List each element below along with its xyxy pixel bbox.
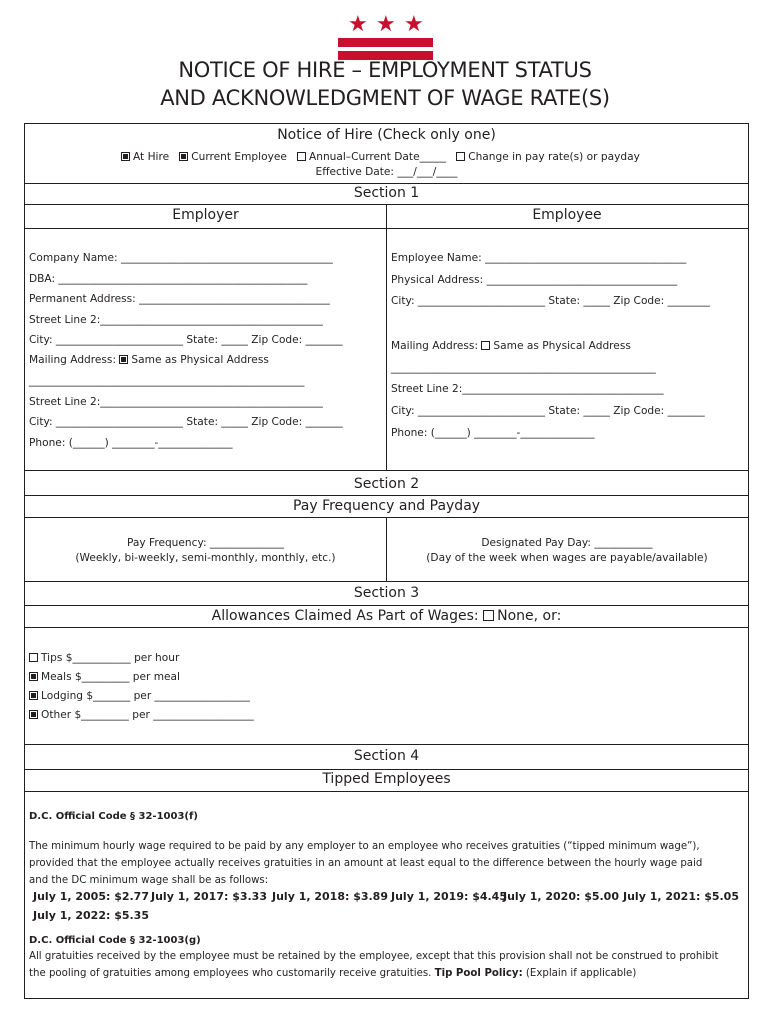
paragraph-line: The minimum hourly wage required to be paid by any employer to an employee who receives gratuities (“tipped minimum wage”),: [29, 841, 700, 852]
lodging-checkbox[interactable]: [29, 691, 38, 700]
meals-row: [29, 671, 180, 683]
rate-2020: July 1, 2020: $5.00: [503, 890, 619, 903]
mailing-address-label: Mailing Address:: [29, 354, 117, 366]
page-title-line1: NOTICE OF HIRE – EMPLOYMENT STATUS: [178, 58, 592, 82]
employer-city2-field[interactable]: City: ________________________ State: _____ Zip Code: _______: [29, 416, 343, 428]
rate-2022: July 1, 2022: $5.35: [33, 909, 149, 922]
section3-label: Section 3: [353, 585, 420, 601]
meals-field[interactable]: Meals $_________ per meal: [41, 671, 180, 683]
star-icon: ★: [376, 12, 396, 37]
at-hire-checkbox[interactable]: [121, 152, 130, 161]
current-employee-checkbox[interactable]: [179, 152, 188, 161]
rate-2021: July 1, 2021: $5.05: [623, 890, 739, 903]
at-hire-label: At Hire: [133, 151, 170, 163]
pay-day-hint: (Day of the week when wages are payable/available): [426, 552, 708, 564]
paragraph-text: the pooling of gratuities among employees who customarily receive gratuities.: [29, 968, 432, 979]
code-section-f: D.C. Official Code § 32-1003(f): [29, 811, 198, 822]
other-checkbox[interactable]: [29, 710, 38, 719]
mailing-address-label: Mailing Address:: [391, 340, 479, 352]
change-pay-label: Change in pay rate(s) or payday: [468, 151, 640, 163]
pay-frequency-field[interactable]: Pay Frequency: ______________: [126, 537, 285, 549]
none-label: None, or:: [497, 608, 562, 624]
section3-heading: Allowances Claimed As Part of Wages:: [211, 608, 479, 624]
employee-city-field[interactable]: City: ________________________ State: _____ Zip Code: ________: [391, 295, 710, 307]
tips-row: [29, 652, 179, 664]
employee-heading: Employee: [532, 207, 602, 223]
physical-address-field[interactable]: Physical Address: ____________________________________: [391, 274, 678, 286]
section1-label: Section 1: [353, 185, 420, 201]
employee-phone-field[interactable]: Phone: (______) ________-______________: [391, 427, 595, 439]
employer-heading: Employer: [172, 207, 239, 223]
employee-city2-field[interactable]: City: ________________________ State: _____ Zip Code: _______: [391, 405, 705, 417]
none-checkbox[interactable]: [483, 610, 494, 621]
employee-mailing-field[interactable]: __________________________________________________: [391, 362, 656, 374]
section2-label: Section 2: [353, 476, 420, 492]
tips-field[interactable]: Tips $___________ per hour: [41, 652, 180, 664]
paragraph-line: All gratuities received by the employee must be retained by the employee, except that this provision shall not be construed to prohibit: [29, 951, 719, 962]
employee-mailing-row: [391, 340, 631, 352]
paragraph-line: and the DC minimum wage shall be as follows:: [29, 875, 269, 886]
meals-checkbox[interactable]: [29, 672, 38, 681]
same-address-label: Same as Physical Address: [131, 354, 269, 366]
paragraph-line: [29, 965, 745, 982]
tip-pool-policy-label: Tip Pool Policy:: [434, 968, 523, 979]
code-section-g: D.C. Official Code § 32-1003(g): [29, 935, 201, 946]
current-employee-label: Current Employee: [191, 151, 287, 163]
dba-field[interactable]: DBA: _______________________________________________: [29, 273, 308, 285]
employer-street2-field[interactable]: Street Line 2:__________________________________________: [29, 396, 323, 408]
annual-checkbox[interactable]: [297, 152, 306, 161]
employee-same-address-checkbox[interactable]: [481, 341, 490, 350]
pay-day-field[interactable]: Designated Pay Day: ___________: [481, 537, 653, 549]
notice-heading: Notice of Hire (Check only one): [277, 127, 496, 143]
employer-same-address-checkbox[interactable]: [119, 355, 128, 364]
same-address-label: Same as Physical Address: [493, 340, 631, 352]
lodging-field[interactable]: Lodging $_______ per __________________: [41, 690, 250, 702]
effective-date-field[interactable]: Effective Date: ___/___/____: [315, 166, 458, 178]
employer-mailing-row: [29, 354, 269, 366]
rate-2019: July 1, 2019: $4.45: [391, 890, 507, 903]
section2-heading: Pay Frequency and Payday: [292, 498, 481, 514]
page-title-line2: AND ACKNOWLEDGMENT OF WAGE RATE(S): [160, 86, 610, 110]
section4-heading: Tipped Employees: [322, 771, 451, 787]
dc-flag-logo: [338, 14, 433, 60]
employer-mailing-field[interactable]: ____________________________________________________: [29, 375, 305, 387]
employer-phone-field[interactable]: Phone: (______) ________-______________: [29, 437, 233, 449]
street-line2-field[interactable]: Street Line 2:__________________________________________: [29, 314, 323, 326]
gratuities-paragraph: [29, 948, 745, 982]
form-body: [24, 123, 749, 999]
rate-2018: July 1, 2018: $3.89: [272, 890, 388, 903]
star-icon: ★: [348, 12, 368, 37]
change-pay-checkbox[interactable]: [456, 152, 465, 161]
tipped-wage-paragraph: [29, 838, 745, 889]
section4-label: Section 4: [353, 748, 420, 764]
lodging-row: [29, 690, 250, 702]
section3-heading-row: [25, 608, 748, 624]
employee-street2-field[interactable]: Street Line 2:______________________________________: [391, 383, 664, 395]
paragraph-line: provided that the employee actually receives gratuities in an amount at least equal to the difference between the hourly wage paid: [29, 858, 703, 869]
employer-city-field[interactable]: City: ________________________ State: _____ Zip Code: _______: [29, 334, 343, 346]
employee-name-field[interactable]: Employee Name: ______________________________________: [391, 252, 687, 264]
permanent-address-field[interactable]: Permanent Address: ____________________________________: [29, 293, 330, 305]
notice-options: [121, 151, 640, 163]
pay-frequency-hint: (Weekly, bi-weekly, semi-monthly, monthly, etc.): [75, 552, 336, 564]
tips-checkbox[interactable]: [29, 653, 38, 662]
rate-2005: July 1, 2005: $2.77: [33, 890, 149, 903]
star-icon: ★: [404, 12, 424, 37]
annual-label: Annual–Current Date_____: [308, 151, 447, 163]
tip-pool-policy-hint: (Explain if applicable): [525, 968, 637, 979]
rate-2017: July 1, 2017: $3.33: [151, 890, 267, 903]
flag-bar: [338, 38, 433, 47]
company-name-field[interactable]: Company Name: ________________________________________: [29, 252, 333, 264]
other-row: [29, 709, 254, 721]
other-field[interactable]: Other $_________ per ___________________: [41, 709, 254, 721]
